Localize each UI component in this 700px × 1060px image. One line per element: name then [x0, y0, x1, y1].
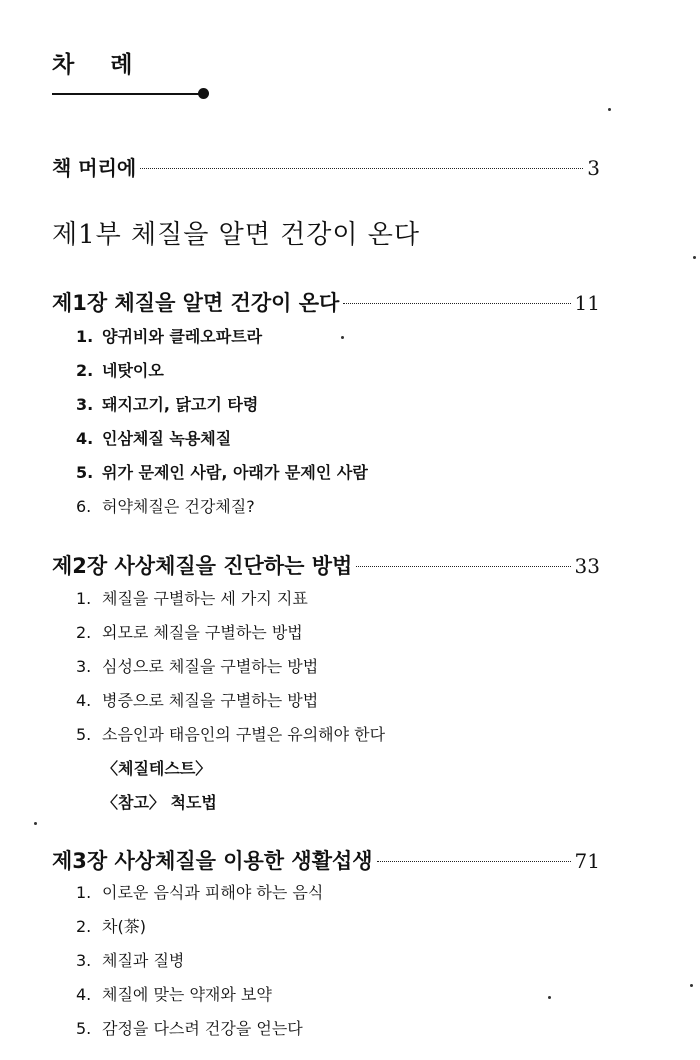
item-text: 체질과 질병 [102, 951, 185, 970]
preface-page-number: 3 [587, 156, 600, 180]
list-item [76, 354, 368, 388]
list-item [76, 684, 385, 718]
subitem-text: 〈체질테스트〉 [102, 759, 212, 778]
dot-leader [356, 566, 570, 567]
item-text: 이로운 음식과 피해야 하는 음식 [102, 883, 324, 902]
item-number: 2. [76, 623, 92, 642]
list-item [76, 388, 368, 422]
item-text: 감정을 다스려 건강을 얻는다 [102, 1019, 303, 1038]
list-item [76, 1012, 323, 1046]
item-number: 4. [76, 985, 92, 1004]
item-number: 5. [76, 463, 94, 482]
list-subitem [76, 786, 385, 820]
toc-header [52, 50, 146, 80]
dot-leader [377, 861, 571, 862]
item-number: 3. [76, 395, 94, 414]
preface-entry [52, 152, 600, 181]
item-number: 2. [76, 361, 94, 380]
title-underline [52, 93, 202, 95]
chapter-title: 제3장 사상체질을 이용한 생활섭생 [52, 849, 373, 873]
item-number: 5. [76, 725, 92, 744]
list-item [76, 718, 385, 752]
item-number: 5. [76, 1019, 92, 1038]
list-item [76, 944, 323, 978]
item-text: 차(茶) [102, 917, 146, 936]
chapter-3-heading [52, 845, 600, 875]
chapter-2-items [76, 582, 385, 820]
dot-leader [343, 303, 570, 304]
chapter-1-items [76, 320, 368, 524]
list-item [76, 490, 368, 524]
item-number: 2. [76, 917, 92, 936]
list-item [76, 422, 368, 456]
item-number: 1. [76, 589, 92, 608]
item-text: 체질을 구별하는 세 가지 지표 [102, 589, 308, 608]
scan-speck [34, 822, 37, 825]
item-number: 3. [76, 657, 92, 676]
scan-speck [548, 996, 551, 999]
list-item [76, 910, 323, 944]
page-title: 차 례 [52, 52, 147, 78]
list-item [76, 876, 323, 910]
chapter-title: 제1장 체질을 알면 건강이 온다 [52, 291, 340, 315]
scan-speck [341, 336, 344, 339]
item-number: 1. [76, 883, 92, 902]
item-number: 3. [76, 951, 92, 970]
chapter-page-number: 11 [574, 291, 600, 315]
item-text: 인삼체질 녹용체질 [102, 429, 232, 448]
item-text: 체질에 맞는 약재와 보약 [102, 985, 272, 1004]
item-number: 4. [76, 429, 94, 448]
part-title: 제1부 체질을 알면 건강이 온다 [52, 220, 420, 250]
list-item [76, 582, 385, 616]
item-text: 소음인과 태음인의 구별은 유의해야 한다 [102, 725, 386, 744]
scan-speck [690, 984, 693, 987]
item-number: 1. [76, 327, 94, 346]
item-text: 외모로 체질을 구별하는 방법 [102, 623, 303, 642]
chapter-2-heading [52, 550, 600, 580]
item-text: 허약체질은 건강체질? [102, 497, 255, 516]
item-text: 심성으로 체질을 구별하는 방법 [102, 657, 319, 676]
dot-leader [140, 168, 583, 169]
item-text: 병증으로 체질을 구별하는 방법 [102, 691, 319, 710]
chapter-page-number: 71 [574, 849, 600, 873]
item-number: 6. [76, 497, 92, 516]
subitem-text: 〈참고〉 척도법 [102, 793, 217, 812]
item-number: 4. [76, 691, 92, 710]
list-item [76, 456, 368, 490]
chapter-title: 제2장 사상체질을 진단하는 방법 [52, 554, 353, 578]
list-item [76, 616, 385, 650]
item-text: 돼지고기, 닭고기 타령 [102, 395, 259, 414]
chapter-3-items [76, 876, 323, 1046]
item-text: 위가 문제인 사람, 아래가 문제인 사람 [102, 463, 368, 482]
chapter-1-heading [52, 287, 600, 317]
list-item [76, 650, 385, 684]
scan-speck [693, 256, 696, 259]
scan-speck [608, 108, 611, 111]
preface-label: 책 머리에 [52, 156, 137, 180]
chapter-page-number: 33 [574, 554, 600, 578]
item-text: 양귀비와 클레오파트라 [102, 327, 263, 346]
item-text: 네탓이오 [102, 361, 164, 380]
list-subitem [76, 752, 385, 786]
list-item [76, 320, 368, 354]
list-item [76, 978, 323, 1012]
title-underline-dot [198, 88, 209, 99]
